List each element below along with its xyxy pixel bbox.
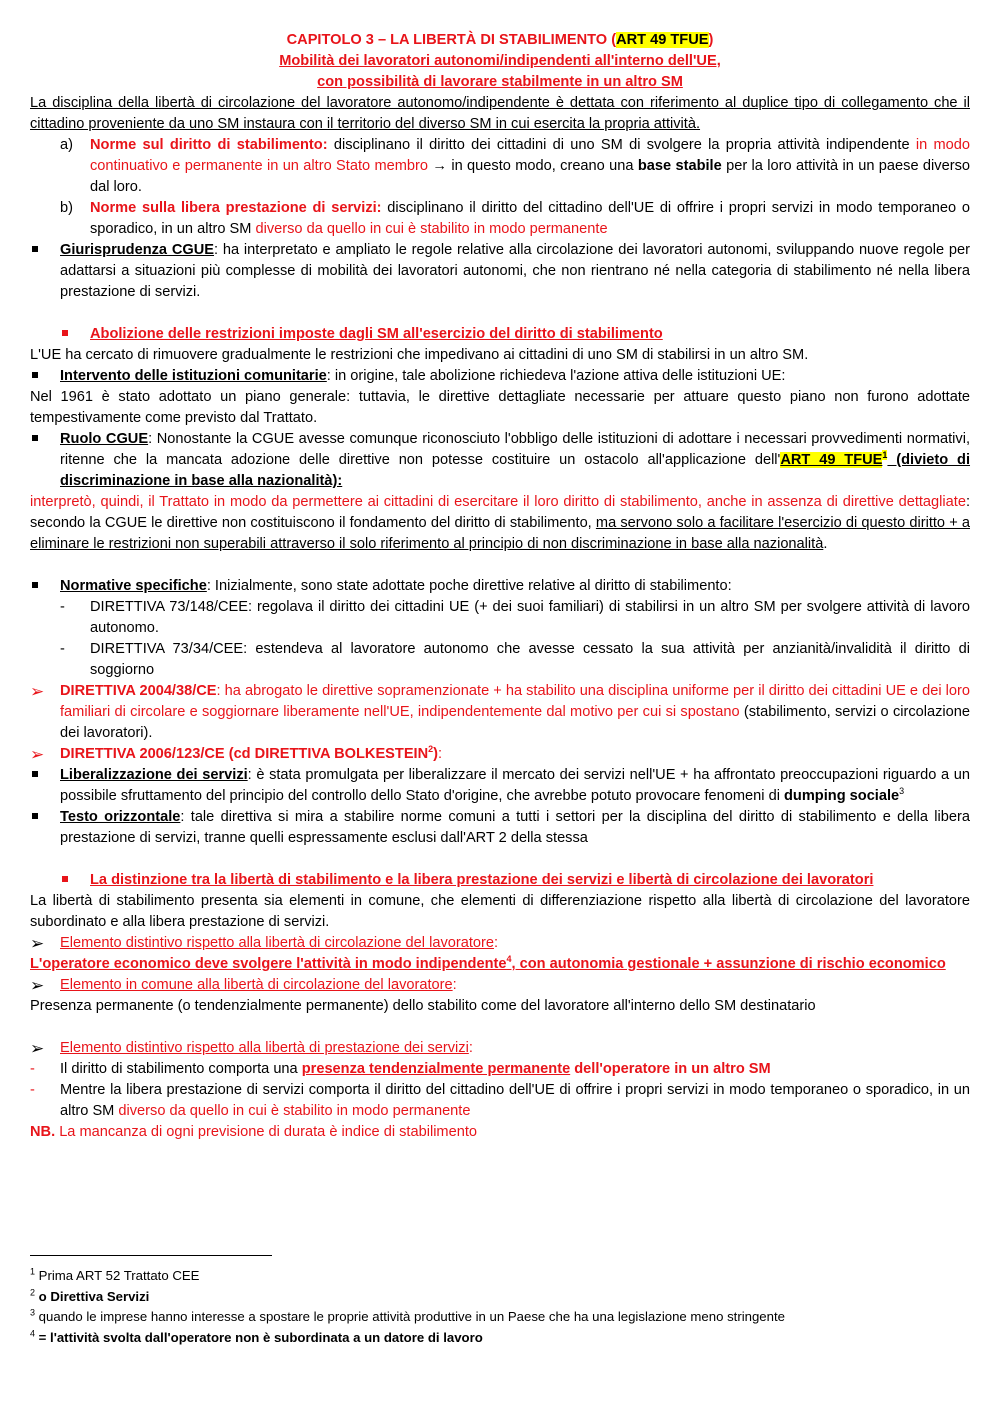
square-bullet-icon bbox=[60, 870, 90, 891]
footnote-separator bbox=[30, 1255, 272, 1256]
footnote bbox=[30, 1287, 970, 1308]
colon: : bbox=[468, 1040, 473, 1056]
list-marker: a) bbox=[60, 137, 73, 153]
footnote-text: Prima ART 52 Trattato CEE bbox=[35, 1268, 200, 1283]
arrow-bullet-icon: ➢ bbox=[30, 976, 45, 995]
square-bullet-icon bbox=[30, 765, 60, 807]
item-text: → in questo modo, creano una bbox=[428, 158, 638, 174]
red-bold-text: dell'operatore in un altro SM bbox=[570, 1061, 771, 1077]
red-text: diverso da quello in cui è stabilito in modo permanente bbox=[118, 1103, 471, 1119]
dash-item bbox=[30, 597, 970, 639]
element-label: Elemento in comune alla libertà di circolazione del lavoratore bbox=[60, 977, 453, 993]
text: Mentre la libera prestazione di servizi comporta il diritto del cittadino dell'UE di offrire i propri servizi in modo temporaneo o sporadico, in un altro SM bbox=[60, 1082, 970, 1119]
section-heading-2 bbox=[30, 870, 970, 891]
element-text: L'operatore economico deve svolgere l'attività in modo indipendente bbox=[30, 956, 507, 972]
arrow-bullet-icon: ➢ bbox=[30, 934, 45, 953]
dash-text: DIRETTIVA 73/34/CEE: estendeva al lavoratore autonomo che avesse cessato la sua attività per anzianità/invalidità il diritto di soggiorno bbox=[90, 641, 970, 678]
dash-marker: - bbox=[60, 599, 65, 615]
arrow-item-2004 bbox=[30, 681, 970, 744]
footnote-number: 4 bbox=[30, 1328, 36, 1339]
square-bullet-icon bbox=[30, 576, 60, 597]
bullet-label: Intervento delle istituzioni comunitarie bbox=[60, 368, 327, 384]
bullet-label: Testo orizzontale bbox=[60, 809, 181, 825]
footnote-text: = l'attività svolta dall'operatore non è subordinata a un datore di lavoro bbox=[35, 1329, 483, 1345]
square-bullet-icon bbox=[30, 429, 60, 492]
arrow-item-e1 bbox=[30, 933, 970, 954]
square-bullet-icon bbox=[30, 240, 60, 303]
dash-text: DIRETTIVA 73/148/CEE: regolava il diritto dei cittadini UE (+ dei suoi familiari) di stabilirsi in un altro SM per svolgere attività di lavoro autonomo. bbox=[90, 599, 970, 636]
arrow-item-e3 bbox=[30, 1038, 970, 1059]
directive-label-end: ) bbox=[433, 746, 439, 762]
square-bullet-icon bbox=[30, 807, 60, 849]
footnote bbox=[30, 1328, 970, 1349]
footnotes bbox=[30, 1266, 970, 1348]
dash-item bbox=[30, 639, 970, 681]
bullet-text: : tale direttiva si mira a stabilire norme comuni a tutti i settori per la disciplina del diritto di stabilimento e della libera prestazione di servizi, tranne quelli espressamente esclusi dall'ART 2 della stessa bbox=[60, 809, 970, 846]
article-highlight: ART 49 TFUE bbox=[780, 452, 883, 468]
list-item-a bbox=[30, 135, 970, 198]
red-text: : ha abrogato le direttive sopramenzionate + ha stabilito una disciplina uniforme per il diritto dei cittadini UE e dei loro familiari di circolare e soggiornare liberamente nell'UE, indipendentemente dal motivo per cui si spostano bbox=[60, 683, 970, 720]
bullet-bold-text: (divieto di discriminazione in base alla nazionalità): bbox=[60, 452, 971, 489]
bullet-normative bbox=[30, 576, 970, 597]
section-heading-text: La distinzione tra la libertà di stabilimento e la libera prestazione dei servizi e libertà di circolazione dei lavoratori bbox=[90, 872, 874, 888]
footnote-ref[interactable]: 2 bbox=[428, 744, 434, 755]
footnote-number: 2 bbox=[30, 1287, 36, 1298]
bullet-text: : in origine, tale abolizione richiedeva l'azione attiva delle istituzioni UE: bbox=[326, 368, 786, 384]
chapter-subtitle-line2: con possibilità di lavorare stabilmente in un altro SM bbox=[317, 74, 683, 90]
chapter-subtitle-line1: Mobilità dei lavoratori autonomi/indipendenti all'interno dell'UE, bbox=[279, 53, 721, 69]
bullet-text: : Nonostante la CGUE avesse comunque riconosciuto l'obbligo delle istituzioni di adottare i necessari provvedimenti normativi, ritenne che la mancata adozione delle direttive non potesse costituire un ostacolo all'applicazione dell' bbox=[60, 431, 970, 468]
footnote bbox=[30, 1307, 970, 1328]
item-label: Norme sul diritto di stabilimento: bbox=[90, 137, 328, 153]
element-label: Elemento distintivo rispetto alla libertà di prestazione dei servizi bbox=[60, 1040, 469, 1056]
element-text-e1 bbox=[30, 954, 970, 975]
dash-item bbox=[30, 1080, 970, 1122]
list-item-b bbox=[30, 198, 970, 240]
item-text: disciplinano il diritto del cittadino dell'UE di offrire i propri servizi in modo temporaneo o sporadico, in un altro SM bbox=[90, 200, 970, 237]
directive-label: DIRETTIVA 2004/38/CE bbox=[60, 683, 217, 699]
paragraph: Nel 1961 è stato adottato un piano generale: tuttavia, le direttive dettagliate necessarie per attuare questo piano non furono adottate tempestivamente come previsto dal Trattato. bbox=[30, 389, 970, 426]
paragraph: L'UE ha cercato di rimuovere gradualmente le restrizioni che impedivano ai cittadini di uno SM di stabilirsi in un altro SM. bbox=[30, 347, 809, 363]
underlined-text: ma servono solo a facilitare l'esercizio di questo diritto + a eliminare le restrizioni non superabili attraverso il solo riferimento al principio di non discriminazione in base alla nazionalità bbox=[30, 515, 970, 552]
dash-marker: - bbox=[30, 1061, 35, 1077]
section-heading-text: Abolizione delle restrizioni imposte dagli SM all'esercizio del diritto di stabilimento bbox=[90, 326, 663, 342]
footnote-ref[interactable]: 3 bbox=[899, 786, 905, 797]
bullet-intervento bbox=[30, 366, 970, 387]
paragraph-cgue-interpretation bbox=[30, 492, 970, 555]
dash-marker: - bbox=[30, 1082, 35, 1098]
square-bullet-icon bbox=[60, 324, 90, 345]
footnote-text: quando le imprese hanno interesse a spostare le proprie attività produttive in un Paese che ha una legislazione meno stringente bbox=[35, 1309, 785, 1324]
chapter-title-end: ) bbox=[708, 32, 714, 48]
dash-item bbox=[30, 1059, 970, 1080]
text: (stabilimento, servizi o circolazione dei lavoratori). bbox=[60, 704, 970, 741]
text: : secondo la CGUE le direttive non costituiscono il fondamento del diritto di stabilimento, bbox=[30, 494, 970, 531]
square-bullet-icon bbox=[30, 366, 60, 387]
element-text: , con autonomia gestionale + assunzione di rischio economico bbox=[511, 956, 946, 972]
list-marker: b) bbox=[60, 200, 73, 216]
bullet-label: Normative specifiche bbox=[60, 578, 207, 594]
bullet-text: : è stata promulgata per liberalizzare il mercato dei servizi nell'UE + ha affrontato preoccupazioni riguardo a un possibile sfruttamento del principio del controllo dello Stato d'origine, che avrebbe potuto provocare fenomeni di bbox=[60, 767, 970, 804]
element-text-e2: Presenza permanente (o tendenzialmente permanente) dello stabilito come del lavoratore all'interno dello SM destinatario bbox=[30, 998, 816, 1014]
bullet-label: Ruolo CGUE bbox=[60, 431, 149, 447]
nb-text: La mancanza di ogni previsione di durata è indice di stabilimento bbox=[55, 1124, 477, 1140]
chapter-title-highlight: ART 49 TFUE bbox=[616, 32, 709, 48]
bullet-liberalizzazione bbox=[30, 765, 970, 807]
arrow-item-e2 bbox=[30, 975, 970, 996]
bullet-label: Giurisprudenza CGUE bbox=[60, 242, 215, 258]
intro-paragraph: La disciplina della libertà di circolazione del lavoratore autonomo/indipendente è dettata con riferimento al duplice tipo di collegamento che il cittadino proveniente da uno SM instaura con il territorio del diverso SM in cui esercita la propria attività. bbox=[30, 95, 970, 132]
footnote-ref[interactable]: 1 bbox=[882, 450, 888, 461]
document-page bbox=[30, 30, 970, 1143]
bullet-label: Liberalizzazione dei servizi bbox=[60, 767, 248, 783]
red-underlined-text: presenza tendenzialmente permanente bbox=[301, 1061, 571, 1077]
arrow-bullet-icon: ➢ bbox=[30, 745, 45, 764]
element-label: Elemento distintivo rispetto alla libertà di circolazione del lavoratore bbox=[60, 935, 494, 951]
nb-note bbox=[30, 1122, 970, 1143]
section-heading-1 bbox=[30, 324, 970, 345]
chapter-title-text: CAPITOLO 3 – LA LIBERTÀ DI STABILIMENTO ( bbox=[286, 32, 617, 48]
dash-marker: - bbox=[60, 641, 65, 657]
text: Il diritto di stabilimento comporta una bbox=[60, 1061, 302, 1077]
red-text: interpretò, quindi, il Trattato in modo da permettere ai cittadini di esercitare il loro diritto di stabilimento, anche in assenza di direttive dettagliate bbox=[30, 494, 966, 510]
directive-label: DIRETTIVA 2006/123/CE (cd DIRETTIVA BOLKESTEIN bbox=[60, 746, 429, 762]
nb-label: NB. bbox=[30, 1124, 56, 1140]
item-label: Norme sulla libera prestazione di servizi: bbox=[90, 200, 382, 216]
text: . bbox=[823, 536, 828, 552]
bullet-ruolo bbox=[30, 429, 970, 492]
bullet-text: : Inizialmente, sono state adottate poche direttive relative al diritto di stabilimento: bbox=[206, 578, 732, 594]
footnote-ref[interactable]: 4 bbox=[506, 954, 512, 965]
item-red-text: diverso da quello in cui è stabilito in modo permanente bbox=[255, 221, 608, 237]
footnote-text: o Direttiva Servizi bbox=[35, 1288, 150, 1304]
chapter-title bbox=[30, 30, 970, 51]
arrow-item-2006 bbox=[30, 744, 970, 765]
bullet-bold-text: dumping sociale bbox=[784, 788, 900, 804]
footnote-number: 3 bbox=[30, 1307, 36, 1318]
item-bold-text: base stabile bbox=[637, 158, 722, 174]
colon: : bbox=[493, 935, 499, 951]
item-text: per la loro attività in un paese diverso dal loro. bbox=[90, 158, 970, 195]
paragraph: La libertà di stabilimento presenta sia elementi in comune, che elementi di differenziazione rispetto alla libertà di circolazione del lavoratore subordinato e alla libera prestazione di servizi. bbox=[30, 893, 970, 930]
colon: : bbox=[438, 746, 443, 762]
footnote-number: 1 bbox=[30, 1266, 36, 1277]
arrow-bullet-icon: ➢ bbox=[30, 1039, 45, 1058]
bullet-testo-orizzontale bbox=[30, 807, 970, 849]
bullet-giurisprudenza bbox=[30, 240, 970, 303]
arrow-bullet-icon: ➢ bbox=[30, 682, 45, 701]
colon: : bbox=[452, 977, 457, 993]
bullet-text: : ha interpretato e ampliato le regole relative alla circolazione dei lavoratori autonomi, sviluppando nuove regole per adattarsi a situazioni più complesse di mobilità dei lavoratori autonomi, che non rientrano né nella categoria di stabilimento né nella libera prestazione di servizi. bbox=[60, 242, 970, 300]
footnote bbox=[30, 1266, 970, 1287]
item-red-text: in modo continuativo e permanente in un altro Stato membro bbox=[90, 137, 970, 174]
item-text: disciplinano il diritto dei cittadini di uno SM di svolgere la propria attività indipendente bbox=[327, 137, 916, 153]
